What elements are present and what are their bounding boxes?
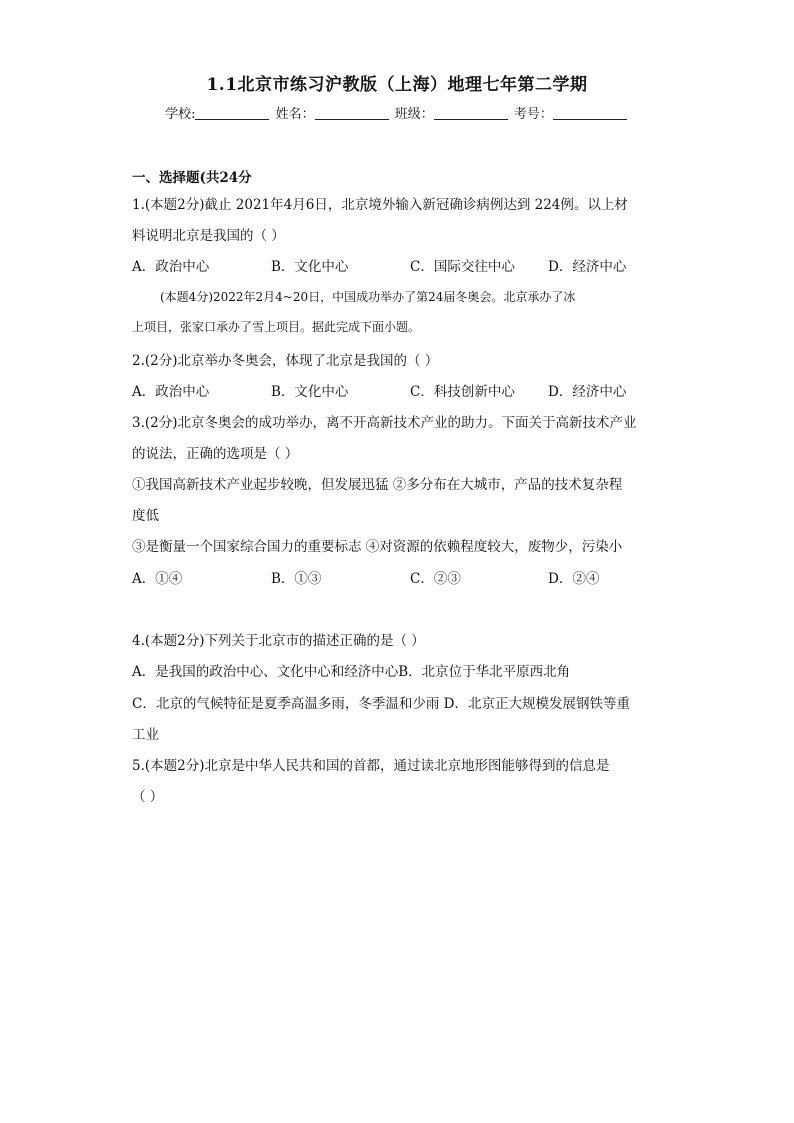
class-blank[interactable] bbox=[434, 106, 508, 120]
question-3-line-2: 的说法，正确的选项是（ ） bbox=[132, 446, 299, 462]
student-info-row bbox=[0, 103, 794, 122]
question-1-line-2: 料说明北京是我国的（ ） bbox=[132, 228, 285, 244]
question-3-option-d: D．②④ bbox=[548, 571, 600, 587]
question-2-option-a: A．政治中心 bbox=[132, 384, 210, 400]
question-5-line-2: （ ） bbox=[132, 789, 164, 805]
name-blank[interactable] bbox=[315, 106, 389, 120]
question-1-option-d: D．经济中心 bbox=[548, 259, 627, 275]
question-5-line-1: 5.(本题2分)北京是中华人民共和国的首都，通过读北京地形图能够得到的信息是 bbox=[132, 758, 610, 774]
exam-number-label: 考号： bbox=[513, 107, 553, 122]
question-2-line-1: 2.(2分)北京举办冬奥会，体现了北京是我国的（ ） bbox=[132, 353, 439, 369]
question-3-line-5: ③是衡量一个国家综合国力的重要标志 ④对资源的依赖程度较大，废物少，污染小 bbox=[132, 539, 623, 555]
question-1-option-b: B．文化中心 bbox=[271, 259, 349, 275]
question-1-line-1: 1.(本题2分)截止 2021年4月6日，北京境外输入新冠确诊病例达到 224例。以上材 bbox=[132, 197, 628, 213]
exam-number-blank[interactable] bbox=[553, 106, 627, 120]
question-3-line-4: 度低 bbox=[132, 508, 159, 524]
question-1-option-a: A．政治中心 bbox=[132, 259, 210, 275]
section-heading: 一、选择题(共24分 bbox=[132, 170, 252, 186]
question-2-option-d: D．经济中心 bbox=[548, 384, 627, 400]
question-3-option-b: B．①③ bbox=[271, 571, 322, 587]
question-4-line-3: C．北京的气候特征是夏季高温多雨，冬季温和少雨 D．北京正大规模发展钢铁等重 bbox=[132, 696, 630, 712]
question-3-option-a: A．①④ bbox=[132, 571, 183, 587]
question-4-line-4: 工业 bbox=[132, 727, 159, 743]
question-4-line-1: 4.(本题2分)下列关于北京市的描述正确的是（ ） bbox=[132, 633, 425, 649]
name-label: 姓名： bbox=[275, 107, 315, 122]
class-label: 班级： bbox=[394, 107, 434, 122]
material-line-1: (本题4分)2022年2月4~20日，中国成功举办了第24届冬奥会。北京承办了冰 bbox=[160, 290, 576, 304]
material-line-2: 上项目，张家口承办了雪上项目。据此完成下面小题。 bbox=[132, 320, 421, 334]
question-3-option-c: C．②③ bbox=[410, 571, 461, 587]
question-3-line-3: ①我国高新技术产业起步较晚，但发展迅猛 ②多分布在大城市，产品的技术复杂程 bbox=[132, 477, 623, 493]
school-blank[interactable] bbox=[195, 106, 269, 120]
question-2-option-b: B．文化中心 bbox=[271, 384, 349, 400]
question-1-option-c: C．国际交往中心 bbox=[410, 259, 515, 275]
question-4-line-2: A．是我国的政治中心、文化中心和经济中心B．北京位于华北平原西北角 bbox=[132, 664, 571, 680]
page-title: 1.1北京市练习沪教版（上海）地理七年第二学期 bbox=[206, 75, 588, 95]
school-label: 学校: bbox=[165, 107, 196, 122]
question-2-option-c: C．科技创新中心 bbox=[410, 384, 515, 400]
question-3-line-1: 3.(2分)北京冬奥会的成功举办，离不开高新技术产业的助力。下面关于高新技术产业 bbox=[132, 415, 637, 431]
